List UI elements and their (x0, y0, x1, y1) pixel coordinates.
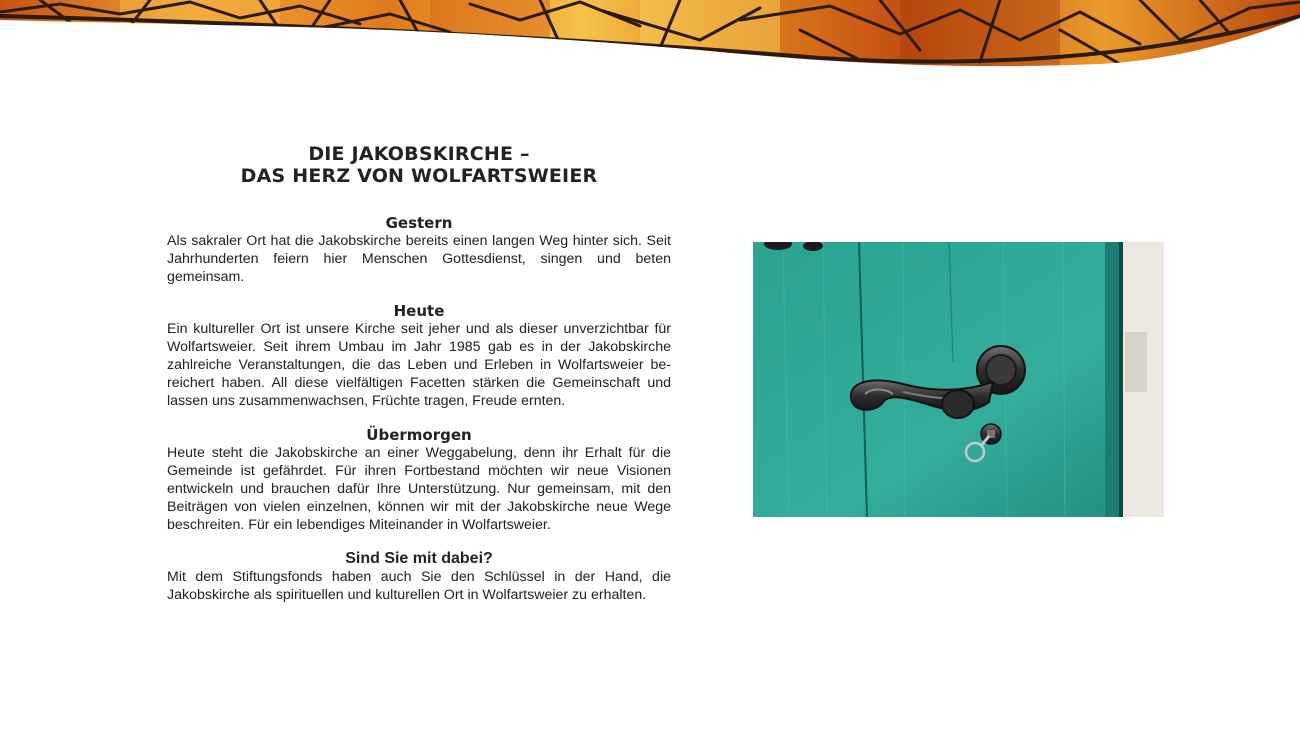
page-title-line-1: DIE JAKOBSKIRCHE – (308, 143, 530, 165)
section-uebermorgen (167, 426, 671, 535)
page-title-line-2: DAS HERZ VON WOLFARTSWEIER (240, 165, 598, 187)
section-text: Heute steht die Jakobskirche an einer Weggabelung, denn ihr Erhalt für die Gemeinde ist gefährdet. Für ihren Fortbestand möchten wir neue Visionen entwickeln und brauchen dafür Ihre Unterstützung. Nur gemeinsam, mit den Beiträgen von vielen einzelnen, können wir mit der Jakobskirche neue Wege beschreiten. Für ein lebendiges Miteinander in Wolfartsweier. (167, 444, 671, 534)
section-heute (167, 302, 671, 411)
section-heading: Übermorgen (366, 425, 472, 444)
page-title (167, 143, 671, 187)
door-handle-photo (753, 242, 1164, 517)
section-gestern (167, 214, 671, 287)
section-heading: Gestern (385, 214, 453, 232)
stained-glass-banner (0, 0, 1300, 70)
section-text: Ein kultureller Ort ist unsere Kirche seit jeher und als dieser unverzichtbar für Wolfartsweier. Seit ihrem Umbau im Jahr 1985 gab es in der Jakobskirche zahlreiche Veranstaltungen, die das Leben und Erleben in Wolfartsweier be-reichert haben. All diese vielfältigen Facetten stärken die Gemeinschaft und lassen uns zusammenwachsen, Früchte tragen, Freude ernten. (167, 320, 671, 410)
section-heading: Heute (393, 301, 445, 320)
section-heading: Sind Sie mit dabei? (345, 549, 493, 567)
section-sind-sie-mit-dabei (167, 550, 671, 604)
section-text: Als sakraler Ort hat die Jakobskirche bereits einen langen Weg hinter sich. Seit Jahrhunderten feiern hier Menschen Gottesdienst, singen und beten gemeinsam. (167, 233, 671, 286)
section-text: Mit dem Stiftungsfonds haben auch Sie den Schlüssel in der Hand, die Jakobskirche als spirituellen und kulturellen Ort in Wolfartsweier zu erhalten. (167, 568, 671, 603)
content-column (167, 143, 671, 604)
